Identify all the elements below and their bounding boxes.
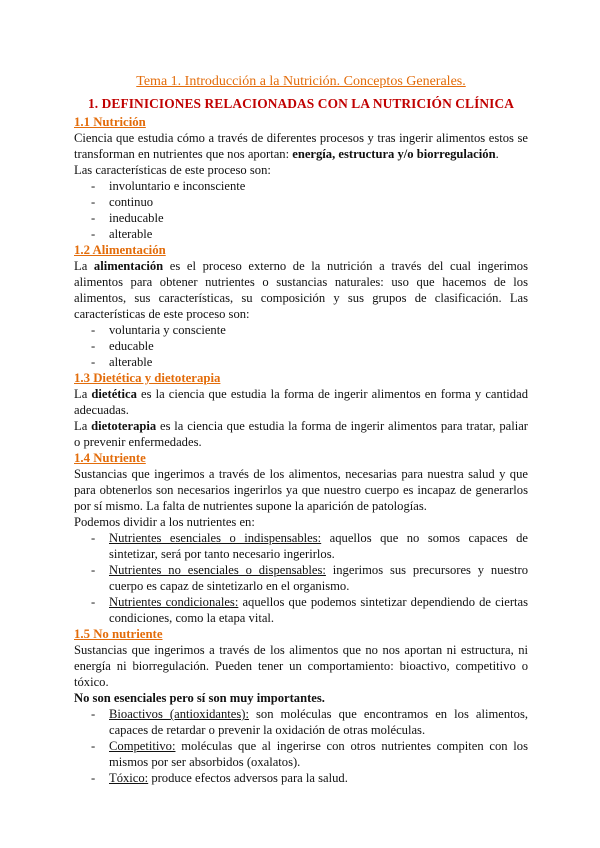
list-item: [74, 338, 528, 354]
dash-bullet: -: [91, 227, 96, 241]
paragraph-text: La: [74, 419, 92, 433]
dash-bullet: -: [91, 211, 96, 225]
list-item-text: alterable: [109, 227, 153, 241]
paragraph-nutriente-division: Podemos dividir a los nutrientes en:: [74, 515, 255, 529]
list-item: [74, 322, 528, 338]
list-item: [74, 354, 528, 370]
paragraph-text: La: [74, 259, 94, 273]
paragraph-text: La: [74, 387, 92, 401]
paragraph-no-nutriente: Sustancias que ingerimos a través de los alimentos que no nos aportan ni estructura, ni energía ni biorregulación. Pueden tener un comportamiento: bioactivo, competitivo o tóxico.: [74, 643, 528, 689]
list-item: [74, 178, 528, 194]
subheading-dietetica: 1.3 Dietética y dietoterapia: [74, 371, 221, 385]
paragraph-dietoterapia: [74, 418, 528, 450]
paragraph-nutriente-definition: Sustancias que ingerimos a través de los alimentos, necesarias para nuestra salud y que para obtenerlos son necesarios ingerirlos ya que nuestro cuerpo es incapaz de generarlos por sí mismo. La falta de nutrientes supone la aparición de patologías.: [74, 467, 528, 513]
list-item-term: Nutrientes condicionales:: [109, 595, 239, 609]
bold-text: dietoterapia: [91, 419, 157, 433]
list-item-text: alterable: [109, 355, 153, 369]
paragraph-nutricion-definition: [74, 130, 528, 162]
list-item-term: Tóxico:: [109, 771, 149, 785]
document-page: [74, 70, 528, 786]
paragraph-no-nutriente-important: [74, 690, 528, 706]
paragraph-text: es la ciencia que estudia la forma de ingerir alimentos para tratar, paliar o prevenir enfermedades.: [74, 419, 528, 449]
list-item-text: educable: [109, 339, 154, 353]
list-item: [74, 194, 528, 210]
list-item-term: Competitivo:: [109, 739, 176, 753]
paragraph-text: .: [495, 147, 499, 161]
list-item: [74, 210, 528, 226]
paragraph-nutricion-characteristics: Las características de este proceso son:: [74, 163, 271, 177]
paragraph-dietetica: [74, 386, 528, 418]
bold-text: alimentación: [93, 259, 164, 273]
dash-bullet: -: [91, 739, 96, 753]
list-item: [74, 226, 528, 242]
dash-bullet: -: [91, 771, 96, 785]
list-item: [74, 770, 528, 786]
list-item-text: continuo: [109, 195, 154, 209]
list-item-text: moléculas que al ingerirse con otros nutrientes compiten con los mismos por ser absorbidos (oxalatos).: [109, 739, 528, 769]
list-item-text: ineducable: [109, 211, 164, 225]
dash-bullet: -: [91, 355, 96, 369]
dash-bullet: -: [91, 195, 96, 209]
list-item-text: ingerimos sus precursores y nuestro cuerpo es capaz de sintetizarlo en el organismo.: [109, 563, 529, 593]
list-item: [74, 738, 528, 770]
list-item-term: Nutrientes esenciales o indispensables:: [109, 531, 322, 545]
subheading-alimentacion: 1.2 Alimentación: [74, 243, 166, 257]
section-heading-definiciones: 1. DEFINICIONES RELACIONADAS CON LA NUTRICIÓN CLÍNICA: [87, 96, 515, 111]
list-item-text: involuntario e inconsciente: [109, 179, 246, 193]
list-nutriente-types: [74, 530, 528, 626]
dash-bullet: -: [91, 531, 96, 545]
dash-bullet: -: [91, 707, 96, 721]
paragraph-text: Ciencia que estudia cómo a través de diferentes procesos y tras ingerir alimentos estos se transforman en nutrientes que nos aportan:: [74, 131, 528, 161]
bold-text: energía, estructura y/o biorregulación: [292, 147, 496, 161]
list-item-term: Bioactivos (antioxidantes):: [109, 707, 249, 721]
list-item-text: voluntaria y consciente: [109, 323, 226, 337]
list-item-term: Nutrientes no esenciales o dispensables:: [109, 563, 326, 577]
dash-bullet: -: [91, 179, 96, 193]
subheading-no-nutriente: 1.5 No nutriente: [74, 627, 163, 641]
list-item: [74, 706, 528, 738]
dash-bullet: -: [91, 595, 96, 609]
paragraph-text: es el proceso externo de la nutrición a través del cual ingerimos alimentos para obtener nutrientes o sustancias naturales: uso que hacemos de los alimentos, sus características, su composición y sus grupos de clasificación. Las características de este proceso son:: [74, 259, 528, 321]
document-title: Tema 1. Introducción a la Nutrición. Conceptos Generales.: [136, 74, 466, 89]
subheading-nutriente: 1.4 Nutriente: [74, 451, 146, 465]
list-item-text: son moléculas que encontramos en los alimentos, capaces de retardar o prevenir la oxidación de otras moléculas.: [109, 707, 528, 737]
paragraph-text: es la ciencia que estudia la forma de ingerir alimentos en forma y cantidad adecuadas.: [74, 387, 528, 417]
bold-text: dietética: [91, 387, 137, 401]
list-no-nutriente-types: [74, 706, 528, 786]
paragraph-alimentacion: [74, 258, 528, 322]
bold-text: No son esenciales pero sí son muy importantes.: [74, 691, 325, 705]
dash-bullet: -: [91, 563, 96, 577]
list-item-text: aquellos que podemos sintetizar dependiendo de ciertas condiciones, como la etapa vital.: [109, 595, 528, 625]
list-item: [74, 530, 528, 562]
list-item-text: produce efectos adversos para la salud.: [148, 771, 348, 785]
list-nutricion-characteristics: [74, 178, 528, 242]
list-item-text: aquellos que no somos capaces de sintetizar, será por tanto necesario ingerirlos.: [109, 531, 528, 561]
dash-bullet: -: [91, 323, 96, 337]
subheading-nutricion: 1.1 Nutrición: [74, 115, 146, 129]
list-item: [74, 562, 528, 594]
dash-bullet: -: [91, 339, 96, 353]
list-item: [74, 594, 528, 626]
list-alimentacion-characteristics: [74, 322, 528, 370]
